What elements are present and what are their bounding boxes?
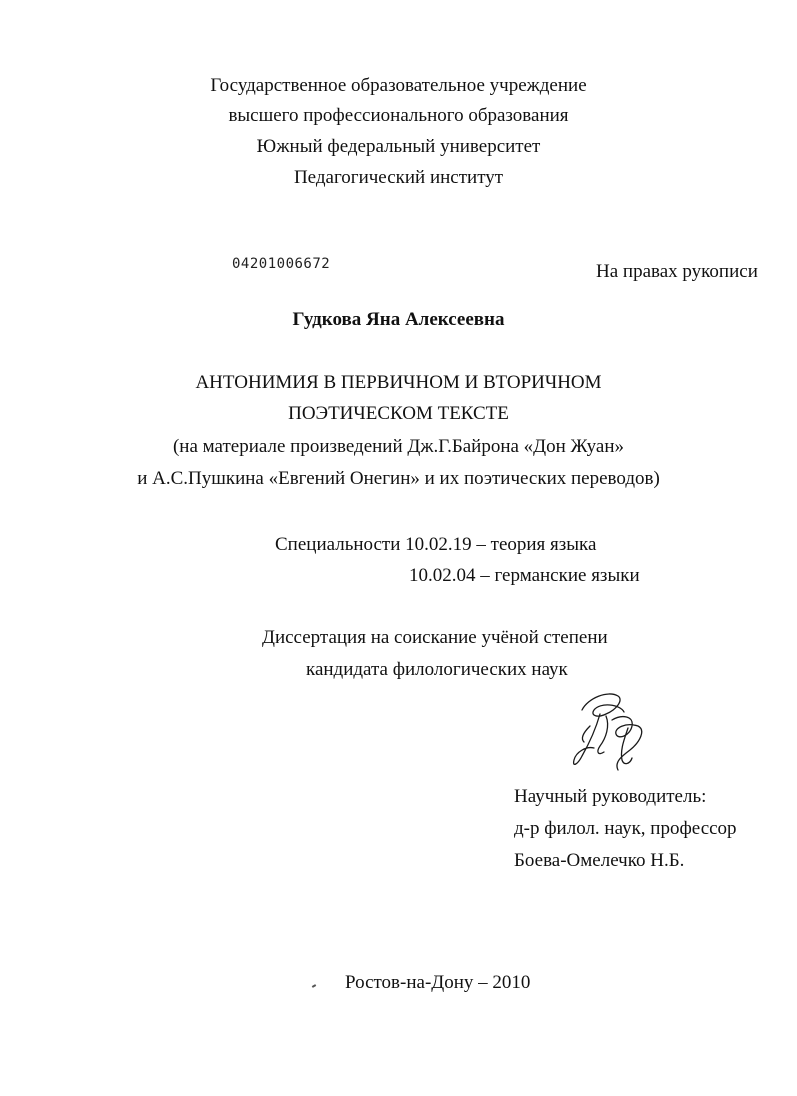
supervisor-name: Боева-Омелечко Н.Б. [514, 850, 685, 871]
institution-line-3: Южный федеральный университет [256, 136, 541, 157]
rights-note: На правах рукописи [596, 261, 758, 282]
specialty-line-2: 10.02.04 – германские языки [409, 565, 640, 586]
subtitle-line-1: (на материале произведений Дж.Г.Байрона «Дон Жуан» [172, 436, 625, 457]
institution-line-4: Педагогический институт [293, 167, 504, 188]
catalog-number: 04201006672 [232, 256, 331, 272]
subtitle-line-2: и А.С.Пушкина «Евгений Онегин» и их поэтических переводов) [137, 468, 660, 489]
title-line-1: АНТОНИМИЯ В ПЕРВИЧНОМ И ВТОРИЧНОМ [195, 372, 602, 393]
supervisor-degree: д-р филол. наук, профессор [514, 818, 737, 839]
institution-line-1: Государственное образовательное учреждение [210, 75, 587, 96]
degree-line-2: кандидата филологических наук [306, 659, 568, 680]
specialty-line-1: Специальности 10.02.19 – теория языка [275, 534, 597, 555]
signature-image [560, 680, 660, 775]
city-year: Ростов-на-Дону – 2010 [345, 972, 531, 993]
degree-line-1: Диссертация на соискание учёной степени [262, 627, 608, 648]
title-line-2: ПОЭТИЧЕСКОМ ТЕКСТЕ [288, 403, 509, 424]
institution-line-2: высшего профессионального образования [228, 105, 569, 126]
supervisor-label: Научный руководитель: [514, 786, 707, 807]
scan-speck [312, 984, 316, 988]
author-name: Гудкова Яна Алексеевна [292, 309, 505, 330]
